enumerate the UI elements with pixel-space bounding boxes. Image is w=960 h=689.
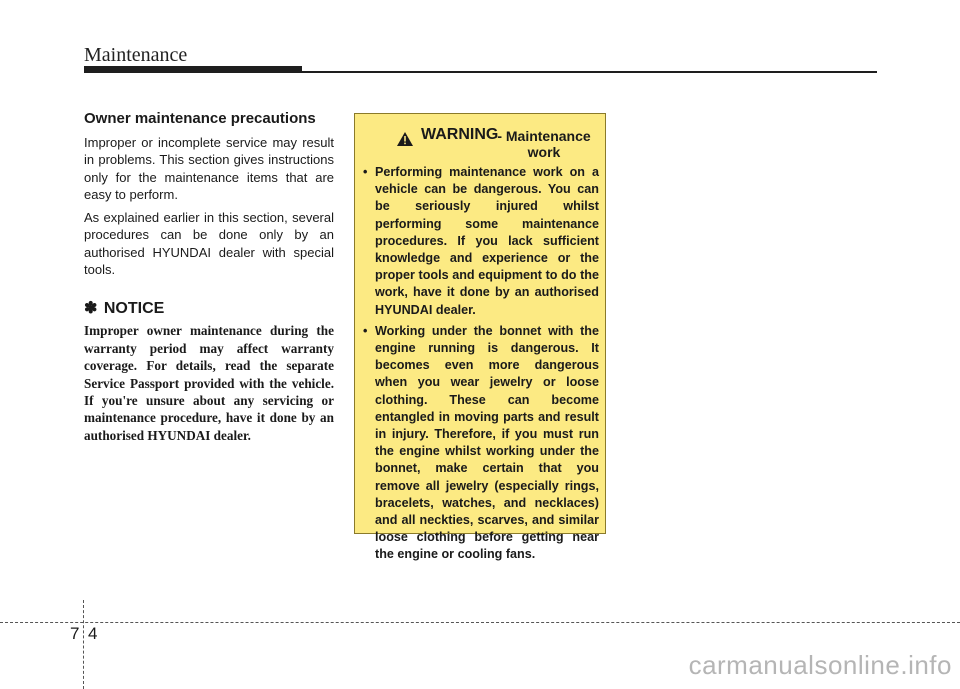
warning-label: WARNING: [421, 126, 499, 143]
warning-box: [354, 113, 606, 562]
warning-list: [363, 164, 599, 564]
notice-heading: [84, 298, 334, 318]
header-rule-thin: [302, 71, 877, 73]
notice-label: NOTICE: [103, 300, 165, 318]
warning-item-text: Working under the bonnet with the engine running is dangerous. It becomes even more dangerous when you wear jewelry or loose clothing. These can become entangled in moving parts and result in injury. Therefore, if you must run the engine whilst working under the bonnet, make certain that you remove all jewelry (especially rings, bracelets, watches, and necklaces) and all neckties, scarves, and similar loose clothing before getting near the engine or cooling fans.: [375, 323, 599, 562]
footer-dashed-divider: [83, 600, 84, 689]
warning-item-2: [363, 323, 599, 564]
section-heading: Owner maintenance precautions: [84, 110, 316, 127]
bullet-icon: •: [363, 165, 368, 179]
footer-dashed-rule: [0, 622, 960, 623]
header-rule-thick: [84, 66, 302, 73]
warning-header: [363, 126, 599, 160]
watermark-text: carmanualsonline.info: [688, 650, 952, 680]
warning-item-text: Performing maintenance work on a vehicle can be dangerous. You can be seriously injured whilst performing some maintenance procedures. If you lack sufficient knowledge and experience or the proper tools and equipment to do the work, have it done by an authorised HYUNDAI dealer.: [375, 165, 599, 317]
warning-subtitle: - Maintenance work: [497, 128, 591, 160]
notice-star-icon: ✽: [84, 300, 98, 318]
page-number: 4: [88, 624, 98, 643]
chapter-number: 7: [70, 624, 80, 643]
warning-item-1: [363, 164, 599, 319]
left-column: [84, 110, 334, 444]
body-paragraph-1: Improper or incomplete service may result in problems. This section gives instructions only for the maintenance items that are easy to perform.: [84, 135, 334, 202]
bullet-icon: •: [363, 323, 368, 338]
body-paragraph-2: As explained earlier in this section, several procedures can be done only by an authorised HYUNDAI dealer with special tools.: [84, 210, 334, 278]
warning-triangle-icon: [397, 132, 413, 146]
notice-text: Improper owner maintenance during the warranty period may affect warranty coverage. For details, read the separate Service Passport provided with the vehicle. If you're unsure about any servicing or maintenance procedure, have it done by an authorised HYUNDAI dealer.: [84, 323, 334, 443]
page-header-title: Maintenance: [84, 44, 188, 66]
